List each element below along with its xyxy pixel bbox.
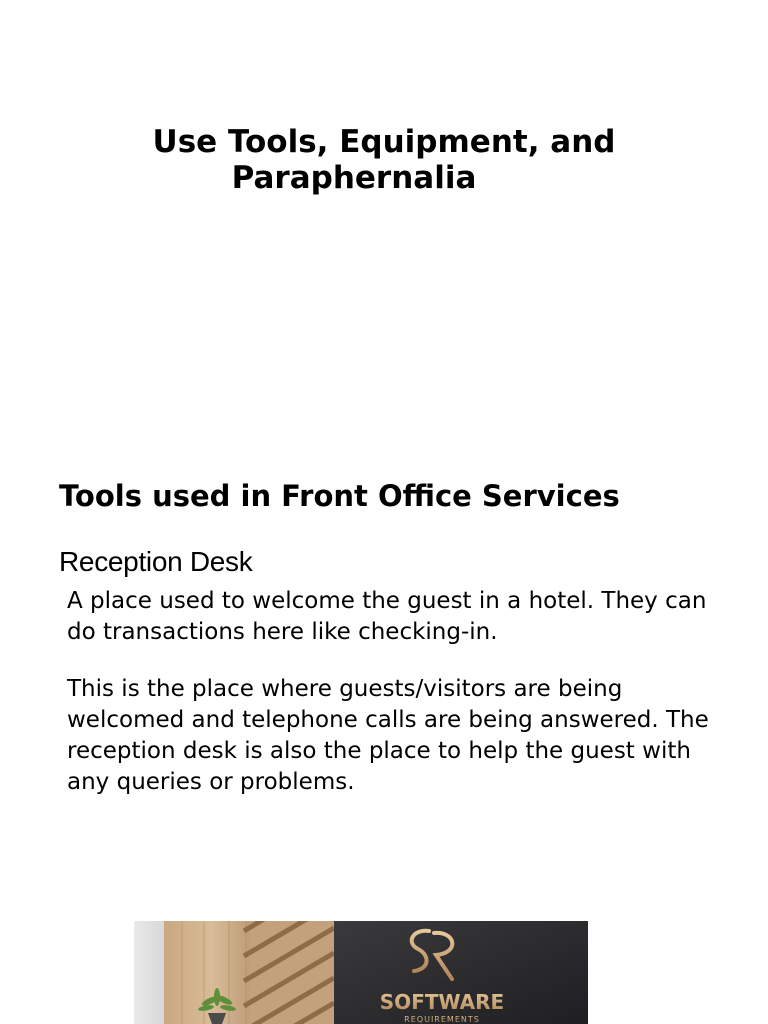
reception-desk-heading: Reception Desk	[59, 546, 253, 577]
logo-subtext: REQUIREMENTS	[404, 1015, 480, 1024]
section-heading: Tools used in Front Office Services	[59, 479, 620, 513]
paragraph-2: This is the place where guests/visitors are being welcomed and telephone calls are being answered. The reception desk is also the place to help the guest with any queries or problems.	[67, 676, 709, 795]
logo-text: SOFTWARE	[379, 990, 505, 1014]
reception-desk-illustration	[134, 921, 588, 1024]
paragraph-1: A place used to welcome the guest in a hotel. They can do transactions here like checking-in.	[67, 588, 707, 645]
slide-title-line2: Paraphernalia	[231, 160, 477, 196]
reception-desk-photo	[134, 921, 588, 1024]
slide-title-line1: Use Tools, Equipment, and	[152, 124, 616, 160]
slide-title	[0, 124, 768, 196]
